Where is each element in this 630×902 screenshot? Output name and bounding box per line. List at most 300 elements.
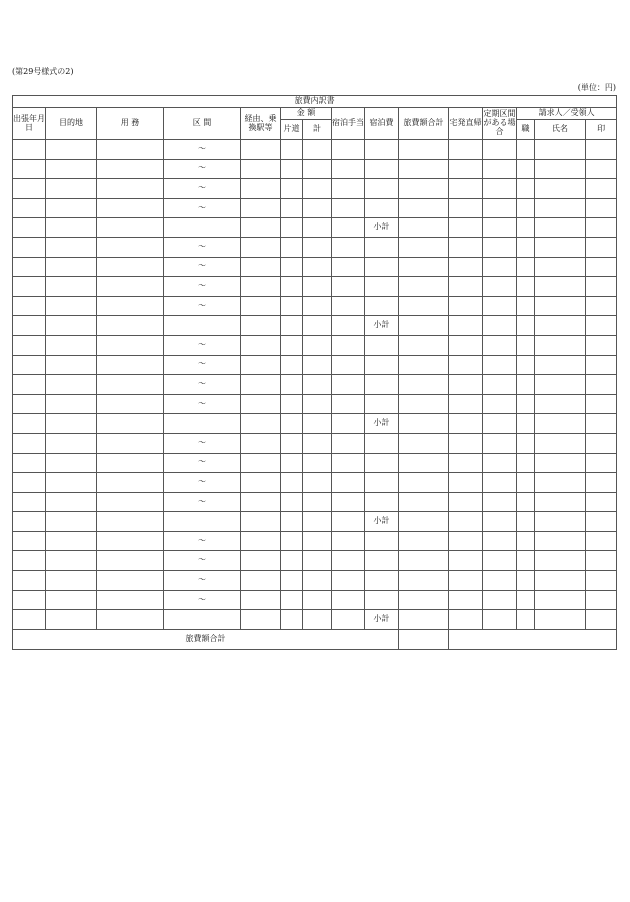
name-cell[interactable]	[535, 316, 586, 336]
lodging-fee-cell[interactable]	[365, 277, 399, 297]
amount-total-cell[interactable]	[303, 218, 332, 238]
lodging-allowance-cell[interactable]	[332, 492, 365, 512]
business-cell[interactable]	[97, 198, 164, 218]
amount-total-cell[interactable]	[303, 512, 332, 532]
date-cell[interactable]	[13, 316, 46, 336]
commuter-pass-cell[interactable]	[483, 375, 517, 395]
home-direct-cell[interactable]	[449, 453, 483, 473]
position-cell[interactable]	[517, 571, 535, 591]
lodging-allowance-cell[interactable]	[332, 218, 365, 238]
name-cell[interactable]	[535, 335, 586, 355]
seal-cell[interactable]	[586, 375, 617, 395]
position-cell[interactable]	[517, 296, 535, 316]
business-cell[interactable]	[97, 590, 164, 610]
route-cell[interactable]	[241, 414, 281, 434]
section-tilde-cell[interactable]: ～	[164, 453, 241, 473]
amount-total-cell[interactable]	[303, 257, 332, 277]
lodging-allowance-cell[interactable]	[332, 198, 365, 218]
lodging-allowance-cell[interactable]	[332, 159, 365, 179]
date-cell[interactable]	[13, 433, 46, 453]
position-cell[interactable]	[517, 531, 535, 551]
travel-total-cell[interactable]	[399, 473, 449, 493]
seal-cell[interactable]	[586, 551, 617, 571]
destination-cell[interactable]	[46, 198, 97, 218]
one-way-cell[interactable]	[281, 551, 303, 571]
commuter-pass-cell[interactable]	[483, 179, 517, 199]
destination-cell[interactable]	[46, 512, 97, 532]
home-direct-cell[interactable]	[449, 179, 483, 199]
lodging-allowance-cell[interactable]	[332, 590, 365, 610]
section-tilde-cell[interactable]: ～	[164, 394, 241, 414]
home-direct-cell[interactable]	[449, 531, 483, 551]
commuter-pass-cell[interactable]	[483, 492, 517, 512]
one-way-cell[interactable]	[281, 277, 303, 297]
position-cell[interactable]	[517, 218, 535, 238]
section-tilde-cell[interactable]: ～	[164, 296, 241, 316]
amount-total-cell[interactable]	[303, 394, 332, 414]
destination-cell[interactable]	[46, 335, 97, 355]
travel-total-cell[interactable]	[399, 433, 449, 453]
home-direct-cell[interactable]	[449, 316, 483, 336]
amount-total-cell[interactable]	[303, 198, 332, 218]
one-way-cell[interactable]	[281, 414, 303, 434]
section-cell[interactable]	[164, 512, 241, 532]
amount-total-cell[interactable]	[303, 140, 332, 160]
section-tilde-cell[interactable]: ～	[164, 140, 241, 160]
business-cell[interactable]	[97, 257, 164, 277]
one-way-cell[interactable]	[281, 140, 303, 160]
commuter-pass-cell[interactable]	[483, 355, 517, 375]
travel-total-cell[interactable]	[399, 335, 449, 355]
destination-cell[interactable]	[46, 453, 97, 473]
section-cell[interactable]	[164, 218, 241, 238]
one-way-cell[interactable]	[281, 316, 303, 336]
lodging-fee-cell[interactable]	[365, 140, 399, 160]
home-direct-cell[interactable]	[449, 140, 483, 160]
destination-cell[interactable]	[46, 375, 97, 395]
date-cell[interactable]	[13, 610, 46, 630]
destination-cell[interactable]	[46, 492, 97, 512]
home-direct-cell[interactable]	[449, 512, 483, 532]
one-way-cell[interactable]	[281, 394, 303, 414]
position-cell[interactable]	[517, 512, 535, 532]
date-cell[interactable]	[13, 296, 46, 316]
date-cell[interactable]	[13, 571, 46, 591]
route-cell[interactable]	[241, 394, 281, 414]
position-cell[interactable]	[517, 277, 535, 297]
travel-total-cell[interactable]	[399, 414, 449, 434]
date-cell[interactable]	[13, 335, 46, 355]
route-cell[interactable]	[241, 237, 281, 257]
position-cell[interactable]	[517, 316, 535, 336]
name-cell[interactable]	[535, 414, 586, 434]
one-way-cell[interactable]	[281, 433, 303, 453]
one-way-cell[interactable]	[281, 512, 303, 532]
seal-cell[interactable]	[586, 257, 617, 277]
position-cell[interactable]	[517, 414, 535, 434]
lodging-fee-cell[interactable]	[365, 453, 399, 473]
seal-cell[interactable]	[586, 414, 617, 434]
amount-total-cell[interactable]	[303, 375, 332, 395]
grand-total-cell[interactable]	[399, 629, 449, 649]
name-cell[interactable]	[535, 375, 586, 395]
name-cell[interactable]	[535, 257, 586, 277]
lodging-allowance-cell[interactable]	[332, 355, 365, 375]
position-cell[interactable]	[517, 551, 535, 571]
section-tilde-cell[interactable]: ～	[164, 551, 241, 571]
date-cell[interactable]	[13, 512, 46, 532]
commuter-pass-cell[interactable]	[483, 414, 517, 434]
lodging-allowance-cell[interactable]	[332, 531, 365, 551]
seal-cell[interactable]	[586, 179, 617, 199]
seal-cell[interactable]	[586, 159, 617, 179]
commuter-pass-cell[interactable]	[483, 257, 517, 277]
home-direct-cell[interactable]	[449, 335, 483, 355]
seal-cell[interactable]	[586, 140, 617, 160]
business-cell[interactable]	[97, 140, 164, 160]
route-cell[interactable]	[241, 492, 281, 512]
lodging-allowance-cell[interactable]	[332, 571, 365, 591]
position-cell[interactable]	[517, 355, 535, 375]
travel-total-cell[interactable]	[399, 551, 449, 571]
route-cell[interactable]	[241, 257, 281, 277]
home-direct-cell[interactable]	[449, 492, 483, 512]
lodging-allowance-cell[interactable]	[332, 316, 365, 336]
date-cell[interactable]	[13, 375, 46, 395]
route-cell[interactable]	[241, 335, 281, 355]
position-cell[interactable]	[517, 492, 535, 512]
destination-cell[interactable]	[46, 394, 97, 414]
amount-total-cell[interactable]	[303, 590, 332, 610]
lodging-fee-cell[interactable]	[365, 433, 399, 453]
lodging-allowance-cell[interactable]	[332, 610, 365, 630]
route-cell[interactable]	[241, 277, 281, 297]
route-cell[interactable]	[241, 453, 281, 473]
lodging-fee-cell[interactable]	[365, 355, 399, 375]
route-cell[interactable]	[241, 355, 281, 375]
one-way-cell[interactable]	[281, 590, 303, 610]
business-cell[interactable]	[97, 277, 164, 297]
destination-cell[interactable]	[46, 237, 97, 257]
business-cell[interactable]	[97, 159, 164, 179]
one-way-cell[interactable]	[281, 610, 303, 630]
section-tilde-cell[interactable]: ～	[164, 257, 241, 277]
date-cell[interactable]	[13, 531, 46, 551]
commuter-pass-cell[interactable]	[483, 590, 517, 610]
commuter-pass-cell[interactable]	[483, 571, 517, 591]
one-way-cell[interactable]	[281, 159, 303, 179]
lodging-fee-cell[interactable]	[365, 335, 399, 355]
route-cell[interactable]	[241, 316, 281, 336]
lodging-fee-cell[interactable]	[365, 296, 399, 316]
route-cell[interactable]	[241, 610, 281, 630]
position-cell[interactable]	[517, 159, 535, 179]
business-cell[interactable]	[97, 355, 164, 375]
commuter-pass-cell[interactable]	[483, 473, 517, 493]
route-cell[interactable]	[241, 473, 281, 493]
lodging-allowance-cell[interactable]	[332, 179, 365, 199]
business-cell[interactable]	[97, 473, 164, 493]
one-way-cell[interactable]	[281, 296, 303, 316]
lodging-fee-cell[interactable]	[365, 492, 399, 512]
amount-total-cell[interactable]	[303, 237, 332, 257]
commuter-pass-cell[interactable]	[483, 198, 517, 218]
business-cell[interactable]	[97, 453, 164, 473]
date-cell[interactable]	[13, 394, 46, 414]
amount-total-cell[interactable]	[303, 296, 332, 316]
seal-cell[interactable]	[586, 277, 617, 297]
travel-total-cell[interactable]	[399, 571, 449, 591]
position-cell[interactable]	[517, 590, 535, 610]
section-tilde-cell[interactable]: ～	[164, 159, 241, 179]
business-cell[interactable]	[97, 610, 164, 630]
destination-cell[interactable]	[46, 473, 97, 493]
one-way-cell[interactable]	[281, 198, 303, 218]
amount-total-cell[interactable]	[303, 453, 332, 473]
amount-total-cell[interactable]	[303, 179, 332, 199]
amount-total-cell[interactable]	[303, 610, 332, 630]
section-tilde-cell[interactable]: ～	[164, 473, 241, 493]
travel-total-cell[interactable]	[399, 218, 449, 238]
name-cell[interactable]	[535, 179, 586, 199]
lodging-fee-cell[interactable]	[365, 571, 399, 591]
seal-cell[interactable]	[586, 492, 617, 512]
seal-cell[interactable]	[586, 571, 617, 591]
amount-total-cell[interactable]	[303, 159, 332, 179]
lodging-fee-cell[interactable]	[365, 531, 399, 551]
name-cell[interactable]	[535, 473, 586, 493]
seal-cell[interactable]	[586, 355, 617, 375]
business-cell[interactable]	[97, 237, 164, 257]
business-cell[interactable]	[97, 531, 164, 551]
travel-total-cell[interactable]	[399, 375, 449, 395]
lodging-allowance-cell[interactable]	[332, 414, 365, 434]
name-cell[interactable]	[535, 492, 586, 512]
business-cell[interactable]	[97, 316, 164, 336]
lodging-fee-cell[interactable]	[365, 198, 399, 218]
commuter-pass-cell[interactable]	[483, 218, 517, 238]
commuter-pass-cell[interactable]	[483, 237, 517, 257]
one-way-cell[interactable]	[281, 218, 303, 238]
destination-cell[interactable]	[46, 590, 97, 610]
seal-cell[interactable]	[586, 531, 617, 551]
one-way-cell[interactable]	[281, 179, 303, 199]
destination-cell[interactable]	[46, 316, 97, 336]
home-direct-cell[interactable]	[449, 571, 483, 591]
amount-total-cell[interactable]	[303, 492, 332, 512]
travel-total-cell[interactable]	[399, 296, 449, 316]
lodging-allowance-cell[interactable]	[332, 257, 365, 277]
date-cell[interactable]	[13, 237, 46, 257]
business-cell[interactable]	[97, 571, 164, 591]
travel-total-cell[interactable]	[399, 179, 449, 199]
business-cell[interactable]	[97, 179, 164, 199]
name-cell[interactable]	[535, 512, 586, 532]
destination-cell[interactable]	[46, 140, 97, 160]
amount-total-cell[interactable]	[303, 531, 332, 551]
date-cell[interactable]	[13, 218, 46, 238]
position-cell[interactable]	[517, 257, 535, 277]
one-way-cell[interactable]	[281, 571, 303, 591]
name-cell[interactable]	[535, 571, 586, 591]
name-cell[interactable]	[535, 531, 586, 551]
amount-total-cell[interactable]	[303, 551, 332, 571]
one-way-cell[interactable]	[281, 453, 303, 473]
destination-cell[interactable]	[46, 531, 97, 551]
lodging-allowance-cell[interactable]	[332, 453, 365, 473]
section-tilde-cell[interactable]: ～	[164, 531, 241, 551]
lodging-fee-cell[interactable]	[365, 551, 399, 571]
destination-cell[interactable]	[46, 296, 97, 316]
name-cell[interactable]	[535, 198, 586, 218]
lodging-allowance-cell[interactable]	[332, 473, 365, 493]
lodging-allowance-cell[interactable]	[332, 277, 365, 297]
home-direct-cell[interactable]	[449, 257, 483, 277]
date-cell[interactable]	[13, 159, 46, 179]
name-cell[interactable]	[535, 610, 586, 630]
name-cell[interactable]	[535, 590, 586, 610]
section-cell[interactable]	[164, 610, 241, 630]
date-cell[interactable]	[13, 179, 46, 199]
position-cell[interactable]	[517, 198, 535, 218]
section-tilde-cell[interactable]: ～	[164, 237, 241, 257]
name-cell[interactable]	[535, 277, 586, 297]
destination-cell[interactable]	[46, 551, 97, 571]
section-tilde-cell[interactable]: ～	[164, 590, 241, 610]
route-cell[interactable]	[241, 179, 281, 199]
lodging-fee-cell[interactable]	[365, 394, 399, 414]
date-cell[interactable]	[13, 492, 46, 512]
business-cell[interactable]	[97, 394, 164, 414]
lodging-fee-cell[interactable]	[365, 257, 399, 277]
date-cell[interactable]	[13, 198, 46, 218]
one-way-cell[interactable]	[281, 355, 303, 375]
destination-cell[interactable]	[46, 277, 97, 297]
date-cell[interactable]	[13, 473, 46, 493]
amount-total-cell[interactable]	[303, 355, 332, 375]
commuter-pass-cell[interactable]	[483, 551, 517, 571]
lodging-allowance-cell[interactable]	[332, 375, 365, 395]
lodging-allowance-cell[interactable]	[332, 551, 365, 571]
lodging-allowance-cell[interactable]	[332, 394, 365, 414]
commuter-pass-cell[interactable]	[483, 140, 517, 160]
home-direct-cell[interactable]	[449, 375, 483, 395]
home-direct-cell[interactable]	[449, 473, 483, 493]
commuter-pass-cell[interactable]	[483, 453, 517, 473]
route-cell[interactable]	[241, 551, 281, 571]
home-direct-cell[interactable]	[449, 277, 483, 297]
name-cell[interactable]	[535, 140, 586, 160]
name-cell[interactable]	[535, 296, 586, 316]
seal-cell[interactable]	[586, 512, 617, 532]
destination-cell[interactable]	[46, 218, 97, 238]
date-cell[interactable]	[13, 355, 46, 375]
commuter-pass-cell[interactable]	[483, 316, 517, 336]
home-direct-cell[interactable]	[449, 551, 483, 571]
travel-total-cell[interactable]	[399, 277, 449, 297]
business-cell[interactable]	[97, 335, 164, 355]
seal-cell[interactable]	[586, 316, 617, 336]
destination-cell[interactable]	[46, 414, 97, 434]
seal-cell[interactable]	[586, 218, 617, 238]
home-direct-cell[interactable]	[449, 218, 483, 238]
lodging-fee-cell[interactable]	[365, 237, 399, 257]
lodging-allowance-cell[interactable]	[332, 296, 365, 316]
home-direct-cell[interactable]	[449, 159, 483, 179]
section-tilde-cell[interactable]: ～	[164, 571, 241, 591]
destination-cell[interactable]	[46, 433, 97, 453]
lodging-allowance-cell[interactable]	[332, 237, 365, 257]
one-way-cell[interactable]	[281, 375, 303, 395]
position-cell[interactable]	[517, 610, 535, 630]
business-cell[interactable]	[97, 414, 164, 434]
lodging-allowance-cell[interactable]	[332, 512, 365, 532]
home-direct-cell[interactable]	[449, 394, 483, 414]
name-cell[interactable]	[535, 159, 586, 179]
destination-cell[interactable]	[46, 610, 97, 630]
amount-total-cell[interactable]	[303, 473, 332, 493]
business-cell[interactable]	[97, 433, 164, 453]
amount-total-cell[interactable]	[303, 571, 332, 591]
travel-total-cell[interactable]	[399, 590, 449, 610]
name-cell[interactable]	[535, 394, 586, 414]
home-direct-cell[interactable]	[449, 590, 483, 610]
position-cell[interactable]	[517, 394, 535, 414]
date-cell[interactable]	[13, 590, 46, 610]
section-tilde-cell[interactable]: ～	[164, 355, 241, 375]
destination-cell[interactable]	[46, 355, 97, 375]
date-cell[interactable]	[13, 277, 46, 297]
lodging-allowance-cell[interactable]	[332, 140, 365, 160]
section-cell[interactable]	[164, 414, 241, 434]
lodging-allowance-cell[interactable]	[332, 433, 365, 453]
route-cell[interactable]	[241, 218, 281, 238]
lodging-fee-cell[interactable]	[365, 590, 399, 610]
one-way-cell[interactable]	[281, 492, 303, 512]
section-tilde-cell[interactable]: ～	[164, 198, 241, 218]
destination-cell[interactable]	[46, 179, 97, 199]
business-cell[interactable]	[97, 512, 164, 532]
route-cell[interactable]	[241, 375, 281, 395]
name-cell[interactable]	[535, 433, 586, 453]
seal-cell[interactable]	[586, 473, 617, 493]
seal-cell[interactable]	[586, 610, 617, 630]
amount-total-cell[interactable]	[303, 316, 332, 336]
home-direct-cell[interactable]	[449, 355, 483, 375]
seal-cell[interactable]	[586, 237, 617, 257]
travel-total-cell[interactable]	[399, 198, 449, 218]
route-cell[interactable]	[241, 198, 281, 218]
route-cell[interactable]	[241, 590, 281, 610]
home-direct-cell[interactable]	[449, 414, 483, 434]
position-cell[interactable]	[517, 237, 535, 257]
home-direct-cell[interactable]	[449, 237, 483, 257]
name-cell[interactable]	[535, 355, 586, 375]
travel-total-cell[interactable]	[399, 159, 449, 179]
lodging-fee-cell[interactable]	[365, 159, 399, 179]
travel-total-cell[interactable]	[399, 140, 449, 160]
commuter-pass-cell[interactable]	[483, 512, 517, 532]
home-direct-cell[interactable]	[449, 198, 483, 218]
section-tilde-cell[interactable]: ～	[164, 433, 241, 453]
section-tilde-cell[interactable]: ～	[164, 179, 241, 199]
destination-cell[interactable]	[46, 257, 97, 277]
name-cell[interactable]	[535, 218, 586, 238]
route-cell[interactable]	[241, 140, 281, 160]
date-cell[interactable]	[13, 257, 46, 277]
commuter-pass-cell[interactable]	[483, 159, 517, 179]
position-cell[interactable]	[517, 453, 535, 473]
